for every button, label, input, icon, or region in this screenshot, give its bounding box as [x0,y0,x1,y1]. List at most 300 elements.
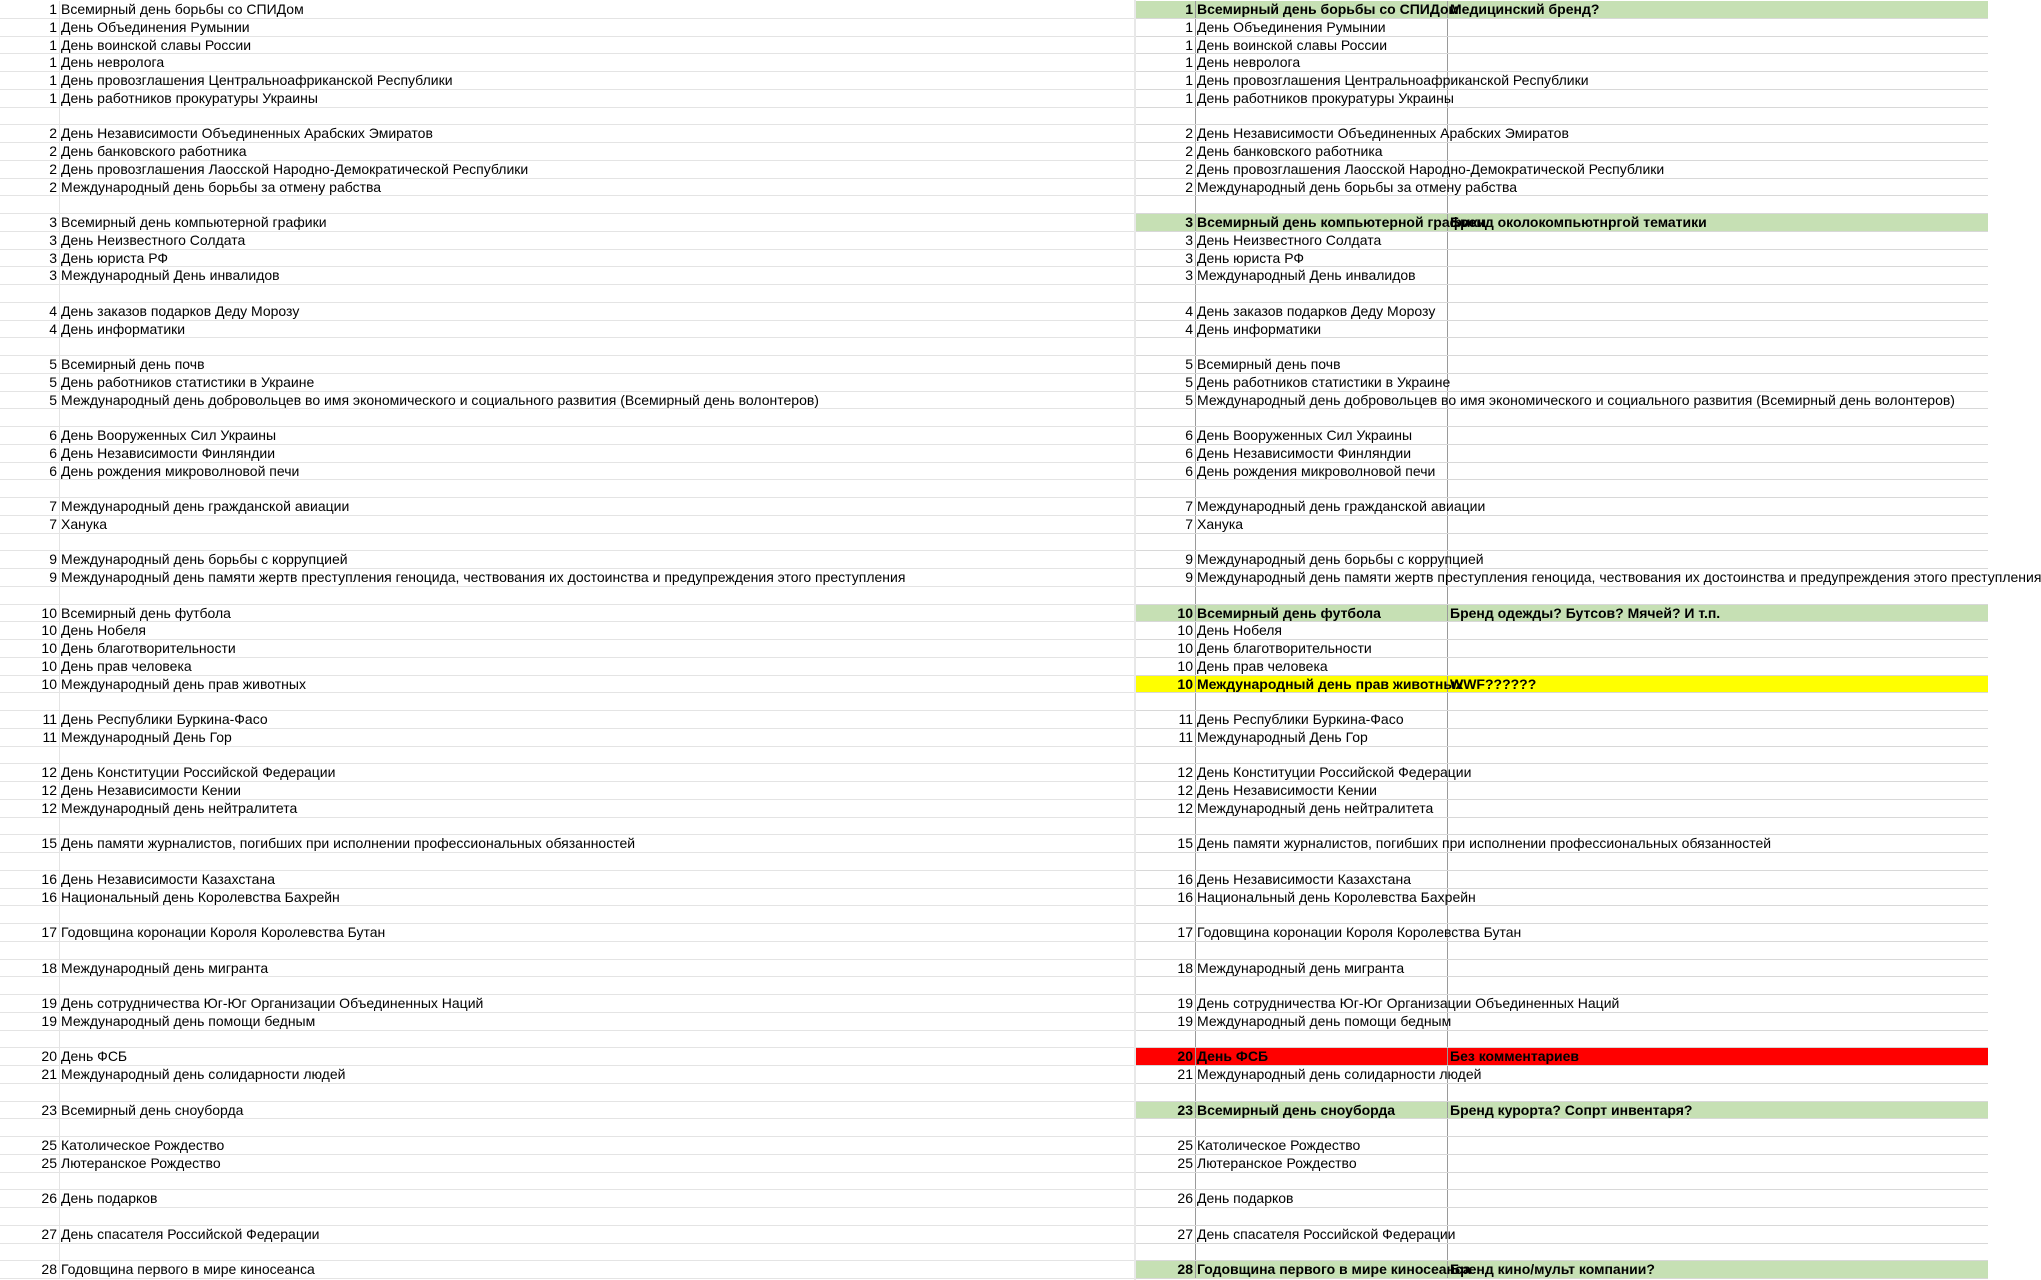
right-table-row[interactable] [1136,960,1988,978]
holiday-name-cell[interactable]: День работников статистики в Украине [1197,373,1451,390]
day-number-cell[interactable]: 10 [1136,622,1196,639]
left-table-row[interactable] [0,214,1136,232]
day-number-cell[interactable]: 2 [0,179,60,196]
right-table-row[interactable] [1136,906,1988,924]
holiday-name-cell[interactable]: Международный день помощи бедным [61,1012,316,1029]
day-number-cell[interactable]: 5 [1136,392,1196,409]
left-table-row[interactable] [0,1155,1136,1173]
day-number-cell[interactable] [0,196,60,213]
holiday-name-cell[interactable]: День провозглашения Лаосской Народно-Демократической Республики [61,160,529,177]
holiday-name-cell[interactable] [60,409,1135,426]
holiday-name-cell[interactable]: Всемирный день компьютерной графики [1197,214,1487,230]
holiday-name-cell[interactable] [1196,1119,1448,1136]
holiday-name-cell[interactable] [60,1119,1135,1136]
day-number-cell[interactable]: 5 [0,392,60,409]
holiday-name-cell[interactable] [60,1084,1135,1101]
holiday-name-cell[interactable]: Международный День инвалидов [1196,267,1448,284]
left-table-row[interactable] [0,1173,1136,1191]
holiday-name-cell[interactable] [1196,1084,1448,1101]
left-table-row[interactable] [0,125,1136,143]
left-table-row[interactable] [0,747,1136,765]
right-table-row[interactable] [1136,285,1988,303]
holiday-name-cell[interactable] [60,338,1135,355]
left-table-row[interactable] [0,143,1136,161]
holiday-name-cell[interactable] [60,1173,1135,1190]
brand-note-cell[interactable] [1448,1066,1988,1083]
day-number-cell[interactable]: 1 [1136,1,1196,18]
day-number-cell[interactable]: 3 [1136,267,1196,284]
holiday-name-cell[interactable] [60,906,1135,923]
holiday-name-cell[interactable]: День Конституции Российской Федерации [1197,764,1472,781]
left-table-row[interactable] [0,693,1136,711]
day-number-cell[interactable]: 16 [1136,889,1196,906]
brand-note-cell[interactable] [1448,942,1988,959]
holiday-name-cell[interactable]: День Независимости Финляндии [61,444,276,461]
holiday-name-cell[interactable] [1196,338,1448,355]
day-number-cell[interactable] [1136,196,1196,213]
day-number-cell[interactable] [1136,1208,1196,1225]
right-table-row[interactable] [1136,196,1988,214]
left-table-row[interactable] [0,942,1136,960]
right-table-row[interactable] [1136,445,1988,463]
brand-note-cell[interactable]: Бренд курорта? Сопрт инвентаря? [1450,1101,1693,1118]
brand-note-cell[interactable] [1448,658,1988,675]
holiday-name-cell[interactable]: День информатики [61,320,186,337]
holiday-name-cell[interactable] [60,196,1135,213]
holiday-name-cell[interactable]: День Республики Буркина-Фасо [1196,711,1448,728]
right-table-row[interactable] [1136,1031,1988,1049]
right-table-row[interactable] [1136,1013,1988,1031]
day-number-cell[interactable]: 10 [1136,605,1196,622]
left-table-row[interactable] [0,232,1136,250]
holiday-name-cell[interactable]: Всемирный день компьютерной графики [61,214,327,230]
holiday-name-cell[interactable]: Католическое Рождество [61,1137,225,1153]
day-number-cell[interactable]: 21 [0,1066,60,1083]
right-table-row[interactable] [1136,392,1988,410]
day-number-cell[interactable]: 3 [0,232,60,249]
brand-note-cell[interactable]: Бренд кино/мульт компании? [1450,1261,1655,1278]
brand-note-cell[interactable] [1448,480,1988,497]
day-number-cell[interactable] [1136,108,1196,125]
left-table-row[interactable] [0,711,1136,729]
holiday-name-cell[interactable]: День воинской славы России [1196,37,1448,54]
day-number-cell[interactable]: 19 [0,1013,60,1030]
day-number-cell[interactable] [0,480,60,497]
holiday-name-cell[interactable]: Всемирный день футбола [1196,605,1448,622]
day-number-cell[interactable]: 12 [0,764,60,781]
brand-note-cell[interactable] [1448,303,1988,320]
holiday-name-cell[interactable]: Всемирный день борьбы со СПИДом [1197,1,1459,17]
day-number-cell[interactable] [1136,285,1196,302]
holiday-name-cell[interactable]: День благотворительности [61,640,236,656]
holiday-name-cell[interactable]: День прав человека [61,657,192,674]
day-number-cell[interactable] [1136,942,1196,959]
day-number-cell[interactable] [0,1084,60,1101]
day-number-cell[interactable]: 5 [0,374,60,391]
day-number-cell[interactable]: 12 [0,800,60,817]
holiday-name-cell[interactable]: День Нобеля [61,622,147,639]
holiday-name-cell[interactable] [1196,942,1448,959]
left-table-row[interactable] [0,569,1136,587]
left-table-row[interactable] [0,1244,1136,1262]
left-table-row[interactable] [0,764,1136,782]
brand-note-cell[interactable] [1448,179,1988,196]
holiday-name-cell[interactable]: День провозглашения Лаосской Народно-Демократической Республики [1197,160,1665,177]
brand-note-cell[interactable] [1448,1208,1988,1225]
holiday-name-cell[interactable]: День провозглашения Центральноафриканской Республики [61,72,453,88]
day-number-cell[interactable] [1136,534,1196,551]
day-number-cell[interactable]: 2 [1136,161,1196,178]
right-table-row[interactable] [1136,267,1988,285]
day-number-cell[interactable]: 19 [0,995,60,1012]
day-number-cell[interactable]: 3 [1136,250,1196,267]
day-number-cell[interactable]: 20 [0,1048,60,1065]
holiday-name-cell[interactable]: День ФСБ [1196,1048,1448,1065]
holiday-name-cell[interactable] [1196,747,1448,764]
brand-note-cell[interactable] [1448,356,1988,373]
day-number-cell[interactable]: 25 [0,1137,60,1154]
day-number-cell[interactable] [1136,1244,1196,1261]
holiday-name-cell[interactable] [60,587,1135,604]
right-table-row[interactable] [1136,72,1988,90]
holiday-name-cell[interactable]: Международный день прав животных [61,675,306,692]
right-table-row[interactable] [1136,19,1988,37]
day-number-cell[interactable]: 19 [1136,995,1196,1012]
right-table-row[interactable] [1136,747,1988,765]
brand-note-cell[interactable] [1448,1013,1988,1030]
holiday-name-cell[interactable] [60,853,1135,870]
day-number-cell[interactable]: 23 [0,1102,60,1119]
day-number-cell[interactable] [1136,1031,1196,1048]
right-table-row[interactable] [1136,1,1988,19]
day-number-cell[interactable]: 10 [0,658,60,675]
right-table-row[interactable] [1136,1261,1988,1279]
day-number-cell[interactable]: 2 [0,161,60,178]
holiday-name-cell[interactable]: День сотрудничества Юг-Юг Организации Объединенных Наций [61,995,484,1011]
day-number-cell[interactable]: 7 [1136,516,1196,533]
holiday-name-cell[interactable]: День рождения микроволновой печи [61,462,300,479]
holiday-name-cell[interactable]: День юриста РФ [1196,250,1448,267]
left-table-row[interactable] [0,1,1136,19]
holiday-name-cell[interactable] [60,480,1135,497]
holiday-name-cell[interactable]: Международный День Гор [1196,729,1448,746]
day-number-cell[interactable]: 1 [0,1,60,18]
holiday-name-cell[interactable]: Международный день нейтралитета [61,799,298,816]
holiday-name-cell[interactable]: День Объединения Румынии [1196,19,1448,36]
brand-note-cell[interactable] [1448,1137,1988,1154]
left-table-row[interactable] [0,54,1136,72]
holiday-name-cell[interactable] [60,1244,1135,1261]
right-table-row[interactable] [1136,321,1988,339]
brand-note-cell[interactable] [1448,960,1988,977]
left-table-row[interactable] [0,1102,1136,1120]
right-table-row[interactable] [1136,640,1988,658]
left-table-row[interactable] [0,1013,1136,1031]
holiday-name-cell[interactable]: День Вооруженных Сил Украины [1196,427,1448,444]
left-table-row[interactable] [0,1137,1136,1155]
brand-note-cell[interactable]: WWF?????? [1450,675,1537,692]
holiday-name-cell[interactable]: День заказов подарков Деду Морозу [61,302,300,319]
brand-note-cell[interactable] [1448,108,1988,125]
holiday-name-cell[interactable] [60,534,1135,551]
right-table-row[interactable] [1136,676,1988,694]
holiday-name-cell[interactable] [1196,587,1448,604]
day-number-cell[interactable] [1136,338,1196,355]
left-table-row[interactable] [0,338,1136,356]
brand-note-cell[interactable] [1448,321,1988,338]
holiday-name-cell[interactable]: Ханука [1196,516,1448,533]
right-table-row[interactable] [1136,143,1988,161]
day-number-cell[interactable]: 10 [1136,676,1196,693]
day-number-cell[interactable]: 12 [1136,800,1196,817]
day-number-cell[interactable] [0,1208,60,1225]
day-number-cell[interactable] [0,409,60,426]
brand-note-cell[interactable] [1448,409,1988,426]
left-table-row[interactable] [0,782,1136,800]
day-number-cell[interactable]: 12 [1136,764,1196,781]
left-table-row[interactable] [0,995,1136,1013]
holiday-name-cell[interactable]: Католическое Рождество [1196,1137,1448,1154]
left-table-row[interactable] [0,356,1136,374]
brand-note-cell[interactable] [1448,196,1988,213]
holiday-name-cell[interactable]: Международный день гражданской авиации [1197,498,1486,514]
day-number-cell[interactable]: 25 [1136,1155,1196,1172]
brand-note-cell[interactable]: Бренд одежды? Бутсов? Мячей? И т.п. [1450,604,1721,621]
day-number-cell[interactable]: 12 [1136,782,1196,799]
day-number-cell[interactable]: 17 [1136,924,1196,941]
left-table-row[interactable] [0,551,1136,569]
right-table-row[interactable] [1136,1208,1988,1226]
brand-note-cell[interactable] [1448,729,1988,746]
left-table-row[interactable] [0,1031,1136,1049]
holiday-name-cell[interactable] [1196,1208,1448,1225]
day-number-cell[interactable] [0,693,60,710]
holiday-name-cell[interactable]: Годовщина первого в мире киносеанса [1197,1261,1471,1278]
day-number-cell[interactable]: 2 [1136,143,1196,160]
day-number-cell[interactable]: 6 [1136,445,1196,462]
left-table-row[interactable] [0,1119,1136,1137]
brand-note-cell[interactable] [1448,818,1988,835]
day-number-cell[interactable]: 5 [1136,374,1196,391]
right-table-row[interactable] [1136,622,1988,640]
brand-note-cell[interactable] [1448,285,1988,302]
right-table-row[interactable] [1136,1048,1988,1066]
right-table-row[interactable] [1136,551,1988,569]
day-number-cell[interactable]: 26 [0,1190,60,1207]
day-number-cell[interactable]: 16 [1136,871,1196,888]
holiday-name-cell[interactable]: День Независимости Объединенных Арабских Эмиратов [1197,125,1569,142]
holiday-name-cell[interactable]: День Неизвестного Солдата [1196,232,1448,249]
day-number-cell[interactable]: 6 [0,445,60,462]
right-table-row[interactable] [1136,658,1988,676]
brand-note-cell[interactable] [1448,445,1988,462]
left-table-row[interactable] [0,640,1136,658]
right-table-row[interactable] [1136,1226,1988,1244]
left-table-row[interactable] [0,250,1136,268]
holiday-name-cell[interactable]: День Республики Буркина-Фасо [61,711,268,727]
day-number-cell[interactable] [1136,587,1196,604]
holiday-name-cell[interactable]: День рождения микроволновой печи [1196,463,1448,480]
left-table-row[interactable] [0,924,1136,942]
holiday-name-cell[interactable]: День работников статистики в Украине [61,373,315,390]
day-number-cell[interactable]: 9 [1136,551,1196,568]
left-table-row[interactable] [0,889,1136,907]
holiday-name-cell[interactable]: День невролога [1196,54,1448,71]
holiday-name-cell[interactable] [60,693,1135,710]
right-table-row[interactable] [1136,1244,1988,1262]
right-table-row[interactable] [1136,214,1988,232]
left-table-row[interactable] [0,108,1136,126]
holiday-name-cell[interactable] [60,747,1135,764]
day-number-cell[interactable]: 11 [1136,711,1196,728]
brand-note-cell[interactable] [1448,889,1988,906]
holiday-name-cell[interactable] [60,285,1135,302]
day-number-cell[interactable] [1136,480,1196,497]
holiday-name-cell[interactable]: Международный день добровольцев во имя экономического и социального развития (Всемирный день волонтеров) [61,391,819,408]
day-number-cell[interactable] [0,587,60,604]
brand-note-cell[interactable] [1448,338,1988,355]
holiday-name-cell[interactable]: День Независимости Финляндии [1196,445,1448,462]
day-number-cell[interactable]: 2 [0,125,60,142]
left-table-row[interactable] [0,90,1136,108]
day-number-cell[interactable]: 9 [1136,569,1196,586]
day-number-cell[interactable]: 10 [1136,658,1196,675]
day-number-cell[interactable]: 17 [0,924,60,941]
day-number-cell[interactable]: 1 [1136,72,1196,89]
day-number-cell[interactable]: 1 [1136,37,1196,54]
day-number-cell[interactable]: 1 [0,19,60,36]
brand-note-cell[interactable]: Медицинский бренд? [1450,1,1600,17]
left-table-row[interactable] [0,196,1136,214]
right-table-row[interactable] [1136,1066,1988,1084]
holiday-name-cell[interactable]: Годовщина коронации Короля Королевства Бутан [61,924,386,940]
holiday-name-cell[interactable]: Международный день добровольцев во имя экономического и социального развития (Всемирный день волонтеров) [1197,391,1955,408]
right-table-row[interactable] [1136,338,1988,356]
day-number-cell[interactable]: 3 [0,267,60,284]
holiday-name-cell[interactable]: Международный день солидарности людей [1197,1066,1482,1082]
day-number-cell[interactable]: 4 [0,321,60,338]
holiday-name-cell[interactable]: День Независимости Кении [61,782,241,798]
right-table-row[interactable] [1136,889,1988,907]
right-table-row[interactable] [1136,498,1988,516]
left-table-row[interactable] [0,605,1136,623]
right-table-row[interactable] [1136,569,2041,587]
left-table-row[interactable] [0,1190,1136,1208]
brand-note-cell[interactable] [1448,463,1988,480]
right-table-row[interactable] [1136,764,1988,782]
brand-note-cell[interactable] [1448,871,1988,888]
day-number-cell[interactable]: 16 [0,871,60,888]
day-number-cell[interactable] [1136,1119,1196,1136]
day-number-cell[interactable]: 3 [1136,232,1196,249]
brand-note-cell[interactable] [1448,1244,1988,1261]
day-number-cell[interactable]: 26 [1136,1190,1196,1207]
holiday-name-cell[interactable]: День сотрудничества Юг-Юг Организации Объединенных Наций [1197,995,1620,1011]
holiday-name-cell[interactable]: Международный день нейтралитета [1196,800,1448,817]
right-table-row[interactable] [1136,605,1988,623]
holiday-name-cell[interactable]: День юриста РФ [61,249,169,266]
holiday-name-cell[interactable]: Годовщина первого в мире киносеанса [61,1261,315,1278]
right-table-row[interactable] [1136,516,1988,534]
brand-note-cell[interactable] [1448,90,1988,107]
holiday-name-cell[interactable]: День банковского работника [1196,143,1448,160]
holiday-name-cell[interactable]: Национальный день Королевства Бахрейн [1197,888,1476,905]
brand-note-cell[interactable] [1448,587,1988,604]
day-number-cell[interactable]: 16 [0,889,60,906]
day-number-cell[interactable]: 28 [0,1261,60,1278]
day-number-cell[interactable]: 27 [1136,1226,1196,1243]
left-table-row[interactable] [0,1048,1136,1066]
holiday-name-cell[interactable]: День подарков [61,1190,158,1207]
day-number-cell[interactable]: 1 [0,37,60,54]
left-table-row[interactable] [0,818,1136,836]
day-number-cell[interactable]: 2 [0,143,60,160]
holiday-name-cell[interactable]: Международный день борьбы с коррупцией [1197,551,1484,568]
holiday-name-cell[interactable]: День невролога [61,54,165,71]
holiday-name-cell[interactable] [1196,906,1448,923]
right-table-row[interactable] [1136,853,1988,871]
day-number-cell[interactable]: 6 [1136,463,1196,480]
holiday-name-cell[interactable]: День Неизвестного Солдата [61,231,246,248]
day-number-cell[interactable] [0,285,60,302]
day-number-cell[interactable] [1136,409,1196,426]
holiday-name-cell[interactable]: День Независимости Казахстана [61,870,275,887]
day-number-cell[interactable]: 11 [0,729,60,746]
brand-note-cell[interactable] [1448,1155,1988,1172]
holiday-name-cell[interactable]: День Независимости Кении [1196,782,1448,799]
day-number-cell[interactable]: 23 [1136,1102,1196,1119]
day-number-cell[interactable]: 12 [0,782,60,799]
right-table-row[interactable] [1136,729,1988,747]
left-table-row[interactable] [0,729,1136,747]
right-table-row[interactable] [1136,924,1988,942]
day-number-cell[interactable]: 15 [0,835,60,852]
holiday-name-cell[interactable]: День банковского работника [61,143,247,159]
holiday-name-cell[interactable] [60,818,1135,835]
holiday-name-cell[interactable]: День благотворительности [1196,640,1448,657]
brand-note-cell[interactable] [1448,374,1988,391]
brand-note-cell[interactable] [1448,1190,1988,1207]
brand-note-cell[interactable] [1448,622,1988,639]
left-table-row[interactable] [0,516,1136,534]
left-table-row[interactable] [0,658,1136,676]
holiday-name-cell[interactable] [1196,409,1448,426]
day-number-cell[interactable] [0,108,60,125]
left-table-row[interactable] [0,303,1136,321]
day-number-cell[interactable]: 1 [0,72,60,89]
holiday-name-cell[interactable]: Национальный день Королевства Бахрейн [61,888,340,905]
brand-note-cell[interactable] [1448,267,1988,284]
left-table-row[interactable] [0,161,1136,179]
right-table-row[interactable] [1136,711,1988,729]
day-number-cell[interactable]: 6 [1136,427,1196,444]
brand-note-cell[interactable] [1448,516,1988,533]
brand-note-cell[interactable] [1448,551,1988,568]
right-table-row[interactable] [1136,1173,1988,1191]
holiday-name-cell[interactable]: День провозглашения Центральноафриканской Республики [1197,72,1589,88]
day-number-cell[interactable]: 4 [1136,321,1196,338]
day-number-cell[interactable] [0,1031,60,1048]
holiday-name-cell[interactable] [1196,1031,1448,1048]
holiday-name-cell[interactable]: День спасателя Российской Федерации [1197,1225,1456,1242]
right-table-row[interactable] [1136,782,1988,800]
holiday-name-cell[interactable] [1196,480,1448,497]
holiday-name-cell[interactable]: Ханука [61,515,108,532]
right-table-row[interactable] [1136,356,1988,374]
brand-note-cell[interactable] [1448,764,1988,781]
brand-note-cell[interactable] [1448,906,1988,923]
holiday-name-cell[interactable]: День Независимости Объединенных Арабских Эмиратов [61,125,433,142]
